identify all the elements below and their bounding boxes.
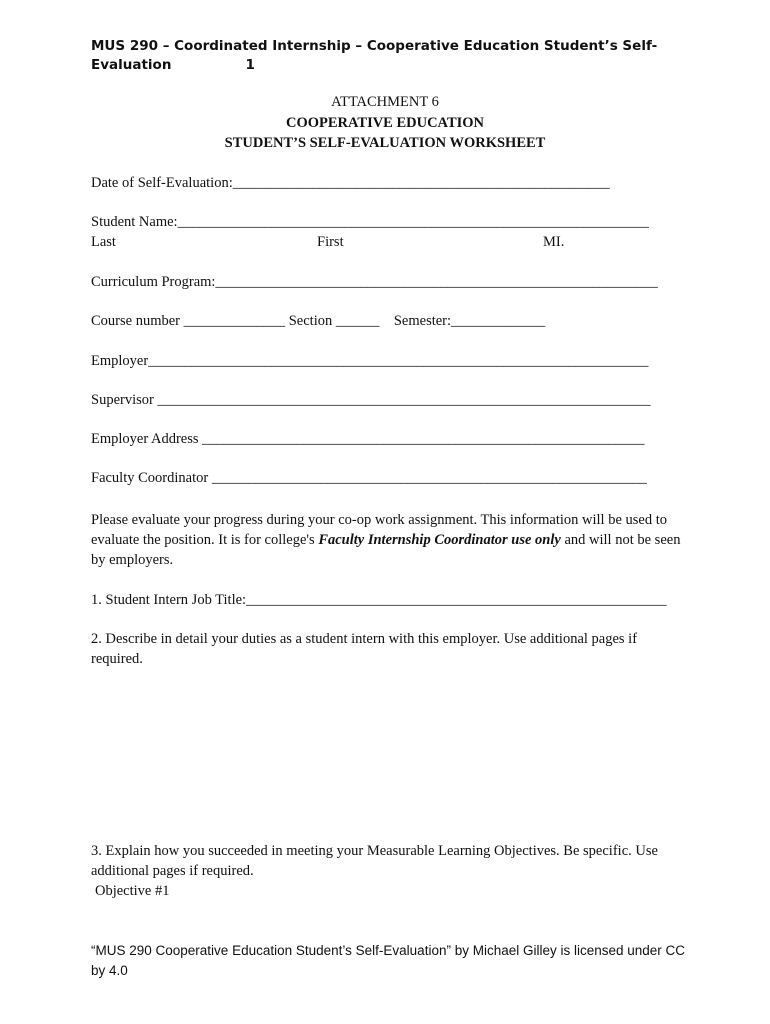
course-section-semester-field[interactable]: Course number ______________ Section ______ Semester:_____________ (91, 313, 546, 329)
header-title-line2 (91, 56, 691, 75)
curriculum-field[interactable]: Curriculum Program:_____________________________________________________________ (91, 274, 658, 290)
instructions-paragraph (91, 510, 681, 570)
header-title-line1: MUS 290 – Coordinated Internship – Cooperative Education Student’s Self- (91, 38, 658, 54)
objectives-question: 3. Explain how you succeeded in meeting your Measurable Learning Objectives. Be specific. Use additional pages if required. (91, 843, 658, 879)
faculty-coordinator-field[interactable]: Faculty Coordinator ____________________________________________________________ (91, 470, 647, 486)
attachment-label: ATTACHMENT 6 (331, 94, 439, 110)
header-title-end: Evaluation (91, 57, 172, 73)
worksheet-title: STUDENT’S SELF-EVALUATION WORKSHEET (224, 135, 546, 151)
instructions-emphasis: Faculty Internship Coordinator use only (318, 532, 561, 548)
employer-address-field[interactable]: Employer Address _____________________________________________________________ (91, 431, 645, 447)
duties-answer-area[interactable] (91, 672, 681, 832)
page-number: 1 (245, 57, 255, 73)
employer-field[interactable]: Employer_____________________________________________________________________ (91, 353, 649, 369)
name-mi-label: MI. (543, 234, 565, 250)
name-first-label: First (317, 234, 344, 250)
student-name-field[interactable]: Student Name:_________________________________________________________________ (91, 214, 649, 230)
supervisor-field[interactable]: Supervisor ____________________________________________________________________ (91, 392, 651, 408)
license-footer: “MUS 290 Cooperative Education Student’s Self-Evaluation” by Michael Gilley is licensed under CC by 4.0 (91, 943, 686, 978)
date-field[interactable]: Date of Self-Evaluation:____________________________________________________ (91, 175, 610, 191)
instructions-text-2: and will not be seen by employers. (91, 532, 681, 568)
duties-question: 2. Describe in detail your duties as a student intern with this employer. Use additional pages if required. (91, 631, 638, 667)
page-header (91, 37, 691, 75)
objective-1-label: Objective #1 (95, 883, 170, 899)
name-last-label: Last (91, 234, 116, 250)
program-title: COOPERATIVE EDUCATION (285, 115, 485, 131)
job-title-field[interactable]: 1. Student Intern Job Title:__________________________________________________________ (91, 592, 667, 608)
instructions-text-1: Please evaluate your progress during your co-op work assignment. This information will be used to evaluate the position. It is for college's (91, 512, 667, 548)
